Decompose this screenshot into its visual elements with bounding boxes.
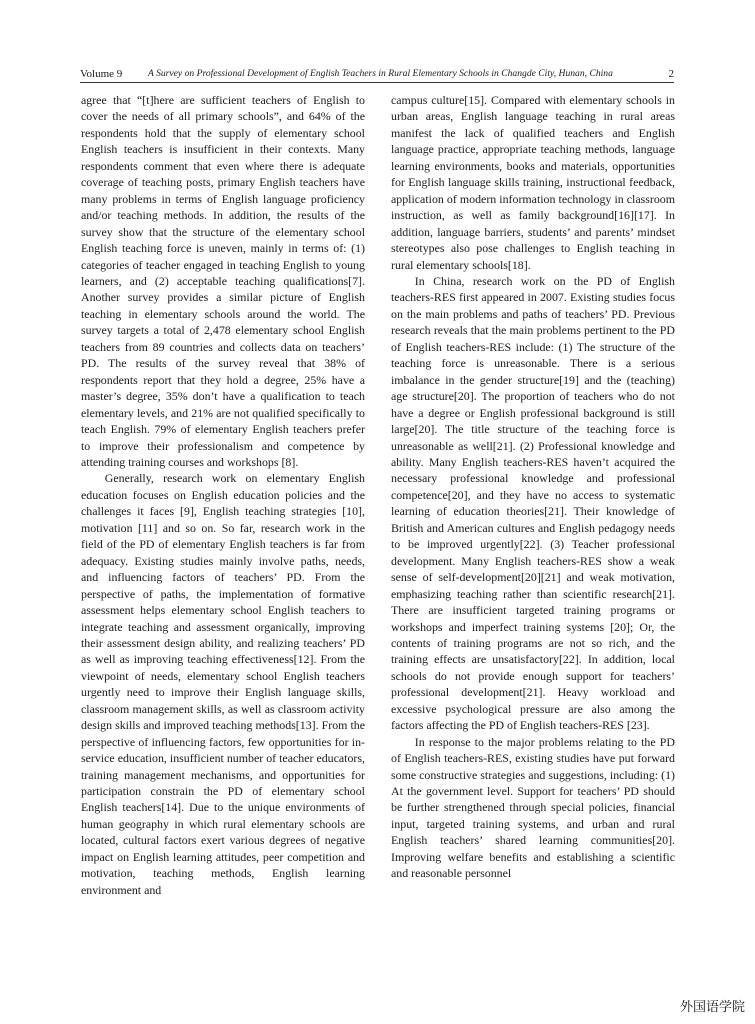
paragraph: In response to the major problems relating to the PD of English teachers-RES, existing studies have put forward some constructive strategies and suggestions, including: (1) At the government level. Support for teachers’ PD should be further strengthened through special policies, financial input, targeted training systems, and urban and rural English teachers’ shared learning communities[20]. Improving welfare benefits and establishing a scientific and reasonable personnel — [391, 734, 675, 881]
paragraph: Generally, research work on elementary English education focuses on English education policies and the challenges it faces [9], English teaching strategies [10], motivation [11] and so on. So far, research work in the field of the PD of elementary English teachers is far from adequacy. Existing studies mainly involve paths, needs, and influencing factors of teachers’ PD. From the perspective of paths, the implementation of formative assessment helps elementary school English teachers to integrate teaching and assessment organically, improving their assessment design ability, and realizing teachers’ PD as well as improving teaching effectiveness[12]. From the viewpoint of needs, elementary school English teachers urgently need to improve their English language skills, classroom management skills, as well as classroom activity design skills and improved teaching methods[13]. From the perspective of influencing factors, few opportunities for in-service education, insufficient number of teacher educators, training management mechanisms, and opportunities for participation constrain the PD of elementary school English teachers[14]. Due to the unique environments of human geography in which rural elementary schools are located, cultural factors exert various degrees of negative impact on English learning attitudes, peer competition and motivation, teaching methods, English learning environment and — [81, 471, 365, 897]
running-title: A Survey on Professional Development of English Teachers in Rural Elementary Schools in Changde City, Hunan, China — [148, 68, 613, 79]
left-column — [81, 92, 365, 898]
watermark-text: 外国语学院 — [679, 1000, 745, 1015]
page-number: 2 — [668, 68, 674, 80]
paragraph: In China, research work on the PD of English teachers-RES first appeared in 2007. Existing studies focus on the main problems and paths of teachers’ PD. Previous research reveals that the main problems pertinent to the PD of English teachers-RES include: (1) The structure of the teaching force is unreasonable. There is a serious imbalance in the gender structure[19] and the (teaching) age structure[20]. The proportion of teachers who do not have a degree or English professional background is still large[20]. The title structure of the teaching force is unreasonable as well[21]. (2) Professional knowledge and ability. Many English teachers-RES haven’t acquired the necessary professional knowledge and professional competence[20], and they have no access to systematic learning of education theories[21]. Their knowledge of British and American cultures and English pedagogy needs to be improved urgently[22]. (3) Teacher professional development. Many English teachers-RES show a weak sense of self-development[20][21] and weak motivation, emphasizing teaching rather than scientific research[21]. There are insufficient targeted training programs or workshops and imperfect training systems [20]; Or, the contents of training programs are not so rich, and the training effects are unsatisfactory[22]. In addition, local schools do not provide enough support for teachers’ professional development[21]. Heavy workload and excessive psychological pressure are also among the factors affecting the PD of English teachers-RES [23]. — [391, 273, 675, 733]
right-column — [391, 92, 675, 882]
paragraph: agree that “[t]here are sufficient teachers of English to cover the needs of all primary schools”, and 64% of the respondents hold that the supply of elementary school English teachers is insufficient in their contexts. Many respondents comment that even where there is adequate coverage of teaching posts, primary English teachers have many problems in terms of English language proficiency and/or teaching methods. In addition, the results of the survey show that the structure of the elementary school English teaching force is uneven, mainly in terms of: (1) categories of teacher engaged in teaching English to young learners, and (2) acceptable teaching qualifications[7]. Another survey provides a similar picture of English teaching in elementary schools around the world. The survey targets a total of 2,478 elementary school English teachers from 89 countries and collects data on teachers’ PD. The results of the survey reveal that 38% of respondents report that they hold a degree, 25% have a master’s degree, 35% don’t have a qualification to teach elementary levels, and 21% are not qualified specifically to teach English. 79% of elementary English teachers prefer to improve their professionalism and competence by attending training courses and workshops [8]. — [81, 93, 365, 469]
paragraph: campus culture[15]. Compared with elementary schools in urban areas, English language teaching in rural areas manifest the lack of qualified teachers and English language practice, appropriate teaching methods, language learning environments, books and materials, opportunities for English language skills training, instructional feedback, application of modern information technology in classroom instruction, as well as family background[16][17]. In addition, language barriers, students’ and parents’ mindset stereotypes also pose challenges to English teaching in rural elementary schools[18]. — [391, 93, 675, 272]
volume-label: Volume 9 — [80, 68, 123, 80]
running-header — [80, 66, 674, 83]
